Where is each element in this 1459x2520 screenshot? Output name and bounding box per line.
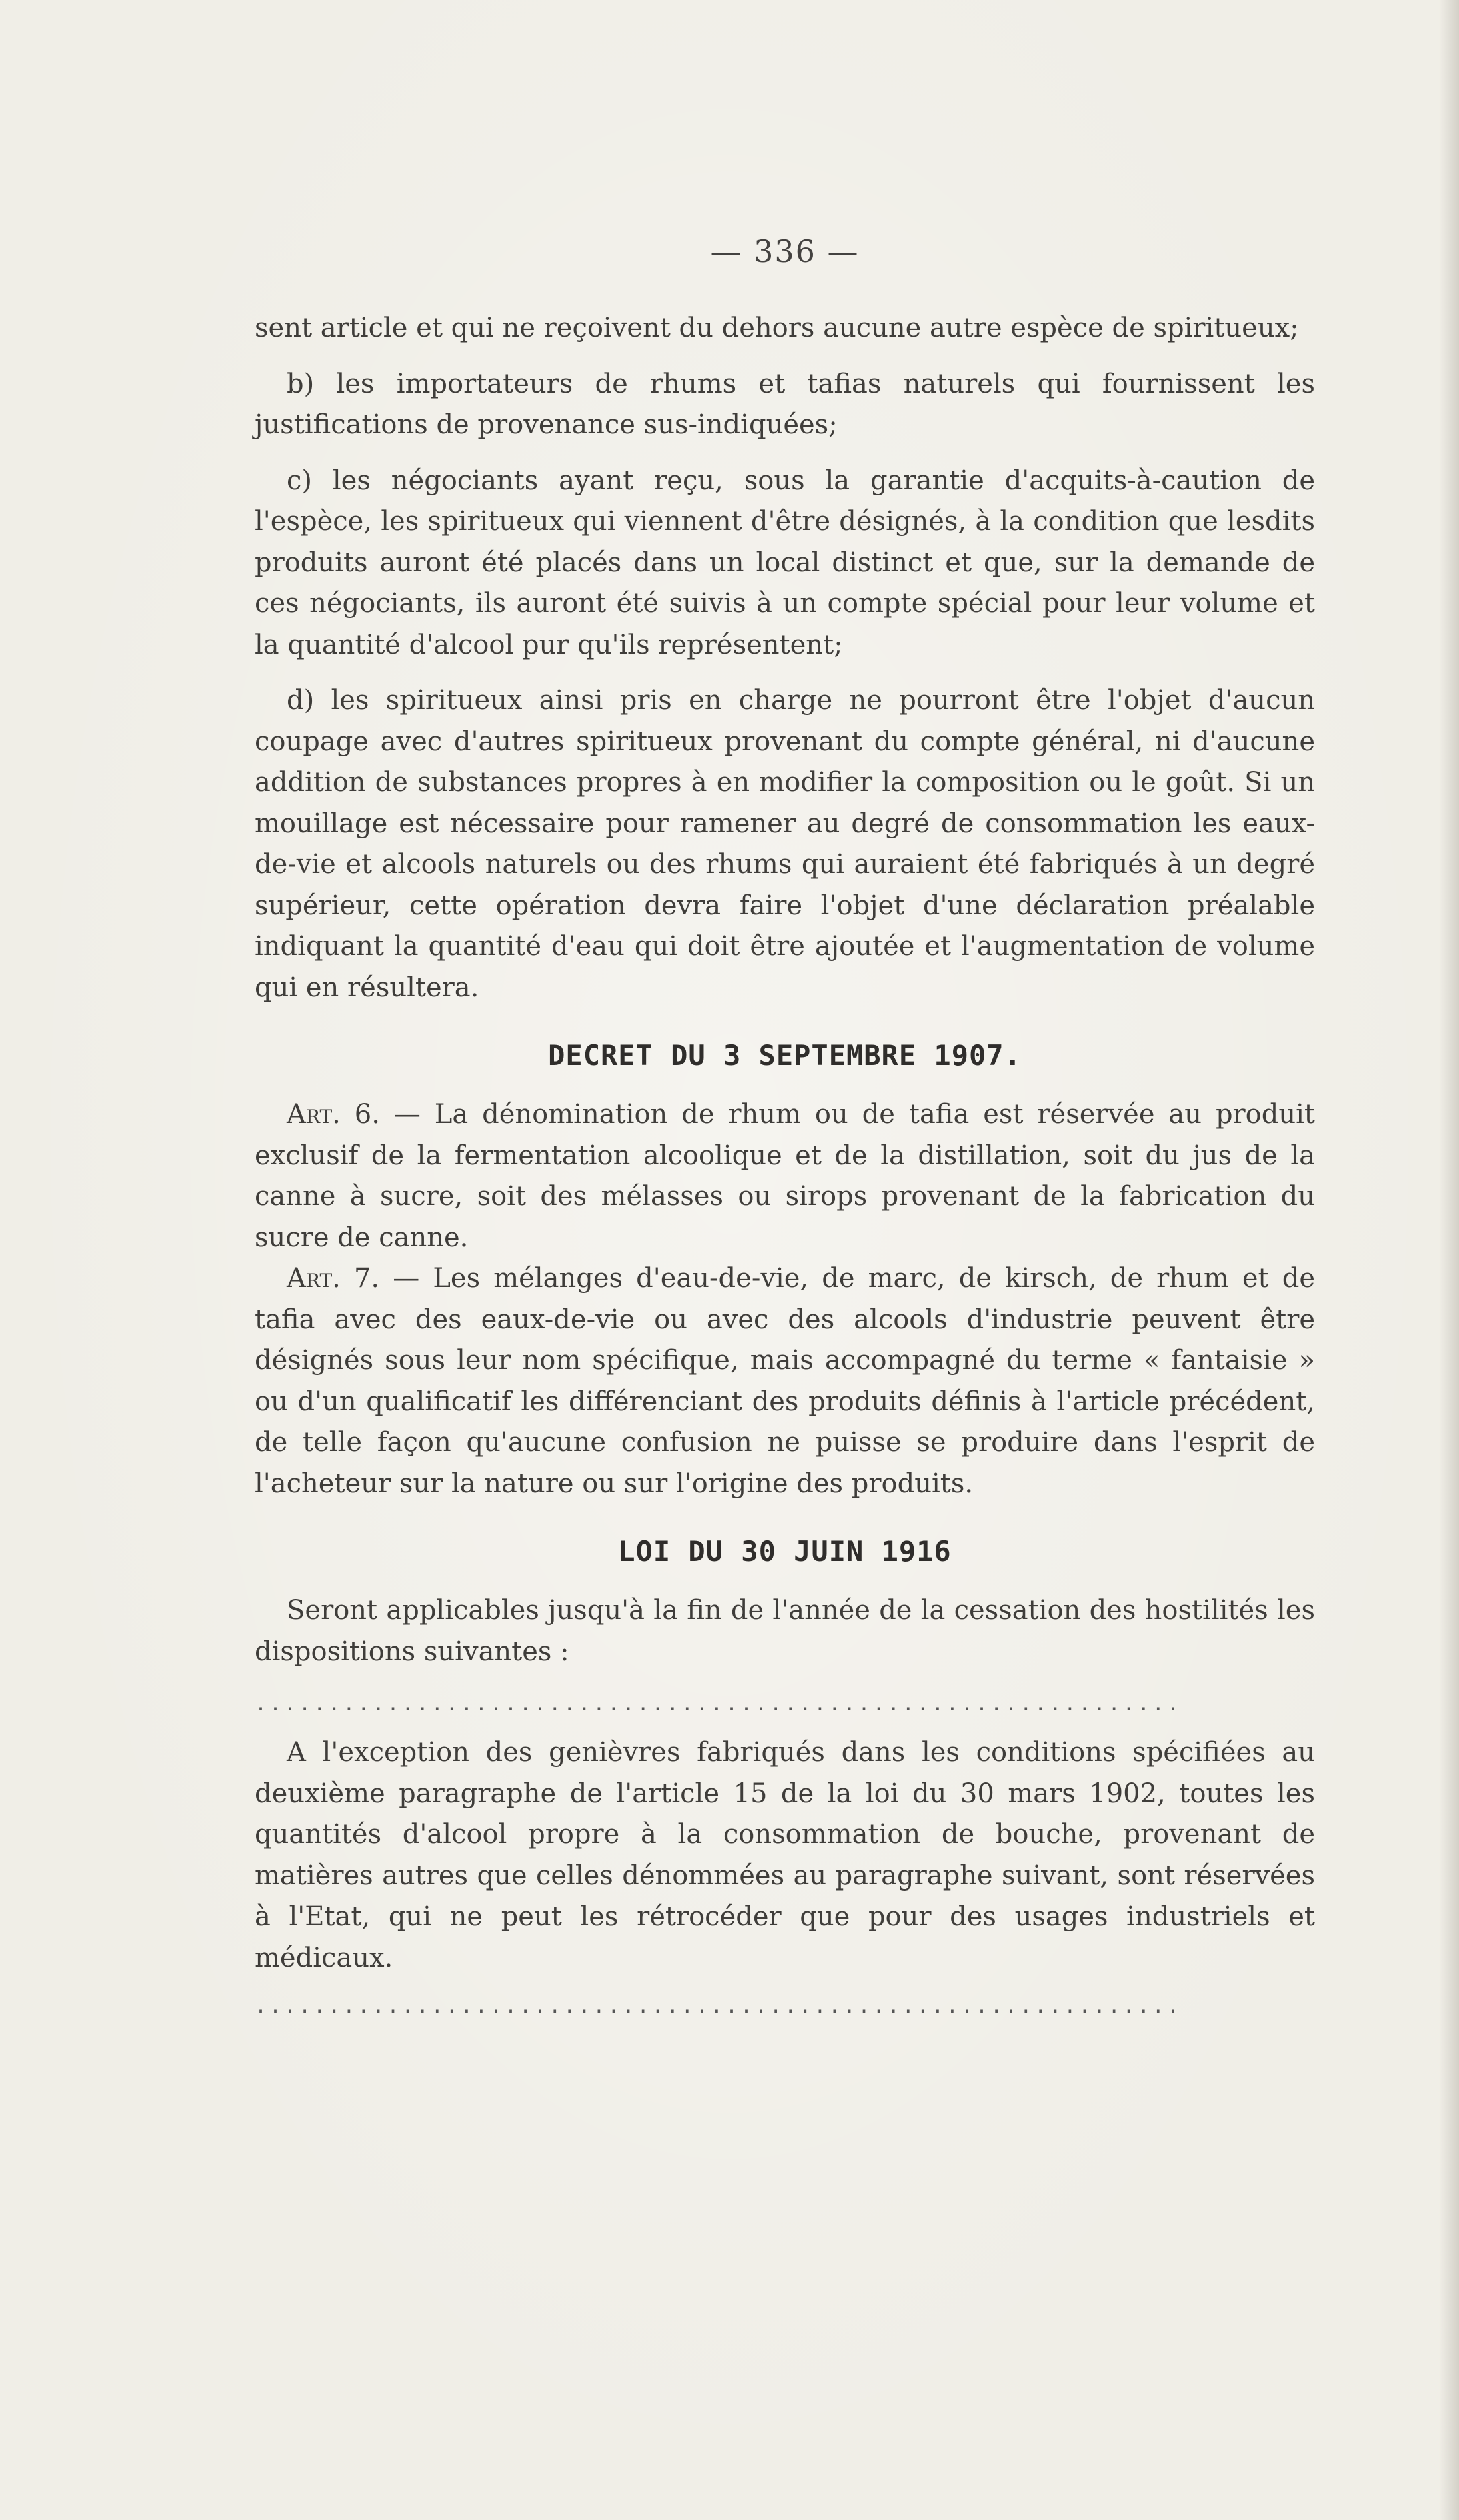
page-content	[255, 233, 1315, 2020]
paragraph-continuation: sent article et qui ne reçoivent du dehors aucune autre espèce de spiritueux;	[255, 313, 1299, 343]
loi-1916-body: A l'exception des genièvres fabriqués dans les conditions spécifiées au deuxième paragraphe de l'article 15 de la loi du 30 mars 1902, toutes les quantités d'alcool propre à la consommation de bouche, provenant de matières autres que celles dénommées au paragraphe suivant, sont réservées à l'Etat, qui ne peut les rétrocéder que pour des usages industriels et médicaux.	[255, 1737, 1315, 1973]
paragraph-item-d: d) les spiritueux ainsi pris en charge ne pourront être l'objet d'aucun coupage avec d'autres spiritueux provenant du compte général, ni d'aucune addition de substances propres à en modifier la composition ou le goût. Si un mouillage est nécessaire pour ramener au degré de consommation les eaux-de-vie et alcools naturels ou des rhums qui auraient été fabriqués à un degré supérieur, cette opération devra faire l'objet d'une déclaration préalable indiquant la quantité d'eau qui doit être ajoutée et l'augmentation de volume qui en résultera.	[255, 685, 1315, 1003]
article-7-text: — Les mélanges d'eau-de-vie, de marc, de kirsch, de rhum et de tafia avec des eaux-de-vie ou avec des alcools d'industrie peuvent être désignés sous leur nom spécifique, mais accompagné du terme « fantaisie » ou d'un qualificatif les différenciant des produits définis à l'article précédent, de telle façon qu'aucune confusion ne puisse se produire dans l'esprit de l'acheteur sur la nature ou sur l'origine des produits.	[255, 1263, 1315, 1499]
loi-1916-intro: Seront applicables jusqu'à la fin de l'année de la cessation des hostilités les dispositions suivantes :	[255, 1595, 1315, 1667]
section-heading-loi-1916: LOI DU 30 JUIN 1916	[618, 1535, 952, 1568]
ellipsis-line-bottom: ...............................................................	[255, 1995, 1182, 2018]
ellipsis-line-top: ...............................................................	[255, 1692, 1182, 1716]
paragraph-item-b: b) les importateurs de rhums et tafias naturels qui fournissent les justifications de provenance sus-indiquées;	[255, 368, 1315, 440]
page-number: — 336 —	[710, 233, 860, 269]
article-6-text: — La dénomination de rhum ou de tafia est réservée au produit exclusif de la fermentation alcoolique et de la distillation, soit du jus de la canne à sucre, soit des mélasses ou sirops provenant de la fabrication du sucre de canne.	[255, 1099, 1315, 1253]
article-6	[255, 1094, 1315, 1258]
article-7	[255, 1258, 1315, 1504]
paragraph-item-c: c) les négociants ayant reçu, sous la garantie d'acquits-à-caution de l'espèce, les spiritueux qui viennent d'être désignés, à la condition que lesdits produits auront été placés dans un local distinct et que, sur la demande de ces négociants, ils auront été suivis à un compte spécial pour leur volume et la quantité d'alcool pur qu'ils représentent;	[255, 465, 1315, 660]
section-heading-decret-1907: DECRET DU 3 SEPTEMBRE 1907.	[548, 1039, 1022, 1072]
article-7-label: Art. 7.	[287, 1263, 380, 1294]
page-edge-shadow	[1439, 0, 1459, 2520]
article-6-label: Art. 6.	[287, 1099, 380, 1130]
